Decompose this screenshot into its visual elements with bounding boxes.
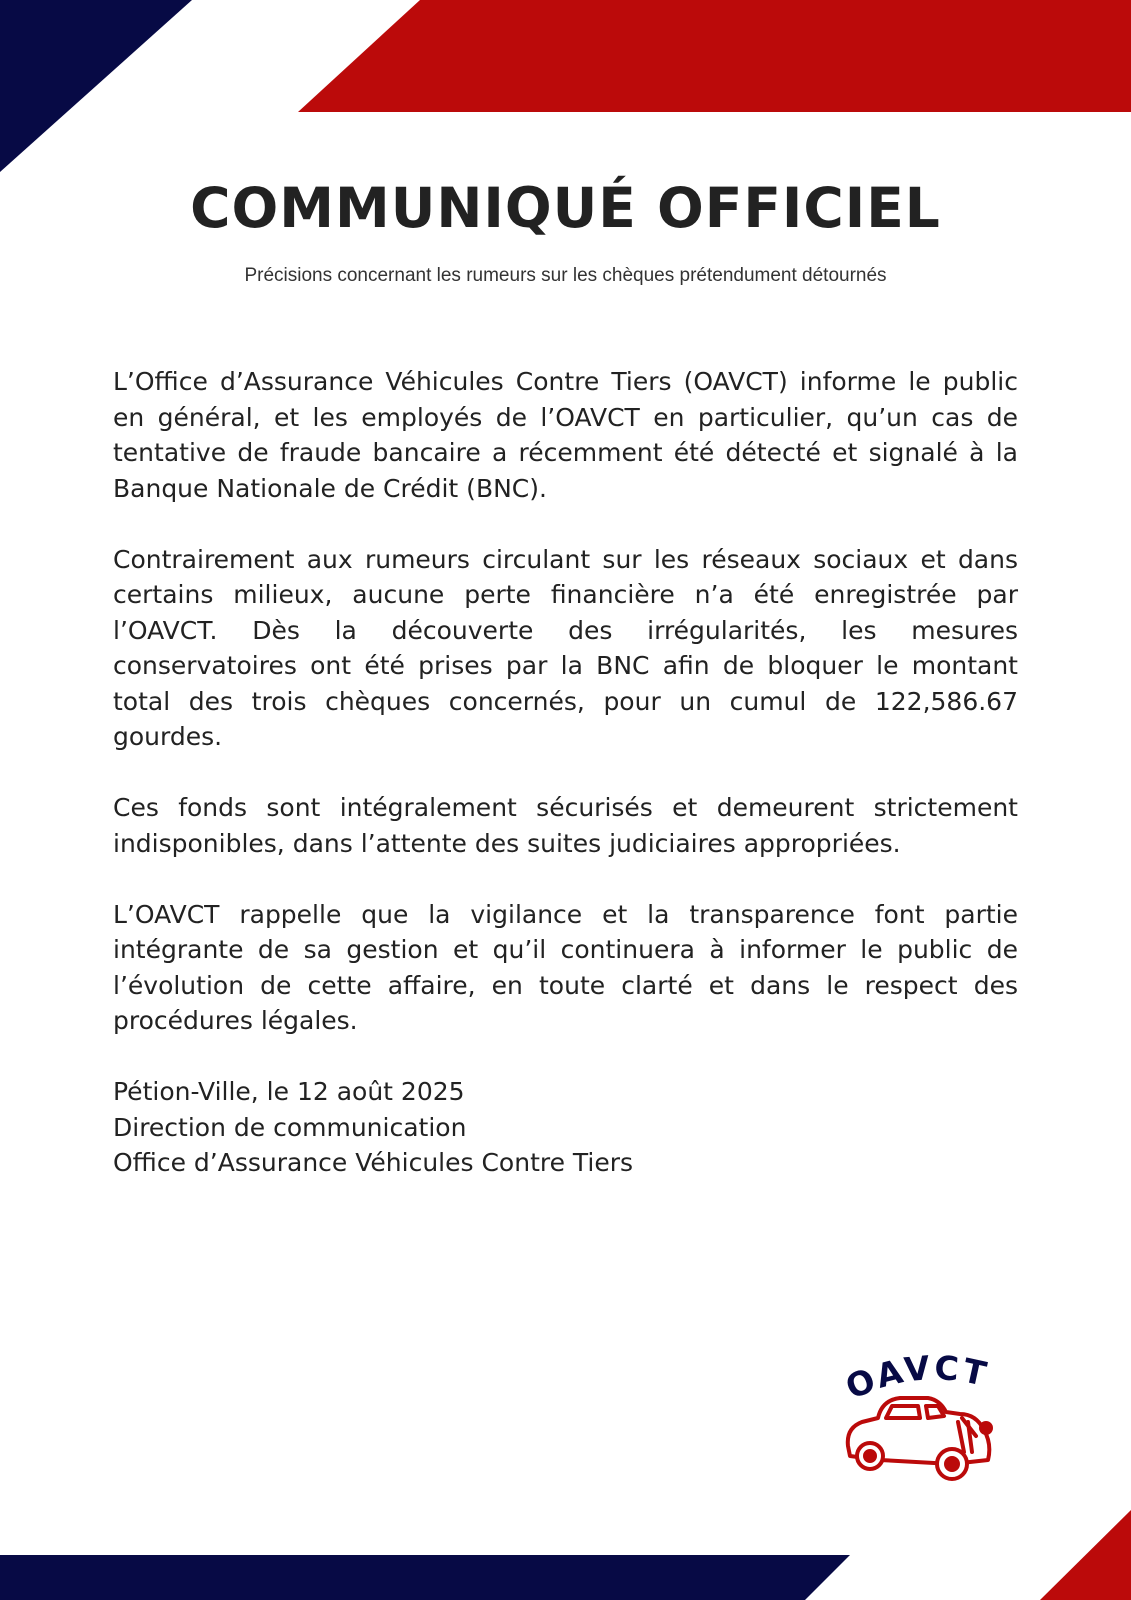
communique-body [113,364,1018,1181]
signature-block [113,1074,1018,1181]
paragraph-3: Ces fonds sont intégralement sécurisés et demeurent strictement indisponibles, dans l’attente des suites judiciaires appropriées. [113,793,1018,858]
top-left-navy-triangle [0,0,192,172]
page-title: COMMUNIQUÉ OFFICIEL [190,176,941,240]
bottom-navy-band [0,1555,850,1600]
signature-organization: Office d’Assurance Véhicules Contre Tiers [113,1148,634,1177]
top-red-banner [298,0,1131,112]
page-subtitle: Précisions concernant les rumeurs sur les chèques prétendument détournés [244,265,887,286]
bottom-right-red-triangle [1040,1510,1131,1600]
signature-place-date: Pétion-Ville, le 12 août 2025 [113,1077,465,1106]
paragraph-4: L’OAVCT rappelle que la vigilance et la transparence font partie intégrante de sa gestion et qu’il continuera à informer le public de l’évolution de cette affaire, en toute clarté et dans le respect des procédures légales. [113,899,1018,1035]
oavct-logo [840,1348,1020,1488]
signature-department: Direction de communication [113,1112,467,1142]
vintage-car-icon [848,1398,991,1479]
paragraph-1: L’Office d’Assurance Véhicules Contre Tiers (OAVCT) informe le public en général, et les employés de l’OAVCT en particulier, qu’un cas de tentative de fraude bancaire a récemment été détecté et signalé à la Banque Nationale de Crédit (BNC). [113,367,1018,503]
paragraph-2: Contrairement aux rumeurs circulant sur les réseaux sociaux et dans certains milieux, aucune perte financière n’a été enregistrée par l’OAVCT. Dès la découverte des irrégularités, les mesures conservatoires ont été prises par la BNC afin de bloquer le montant total des trois chèques concernés, pour un cumul de 122,586.67 gourdes. [113,544,1018,751]
logo-text: OAVCT [840,1348,993,1407]
